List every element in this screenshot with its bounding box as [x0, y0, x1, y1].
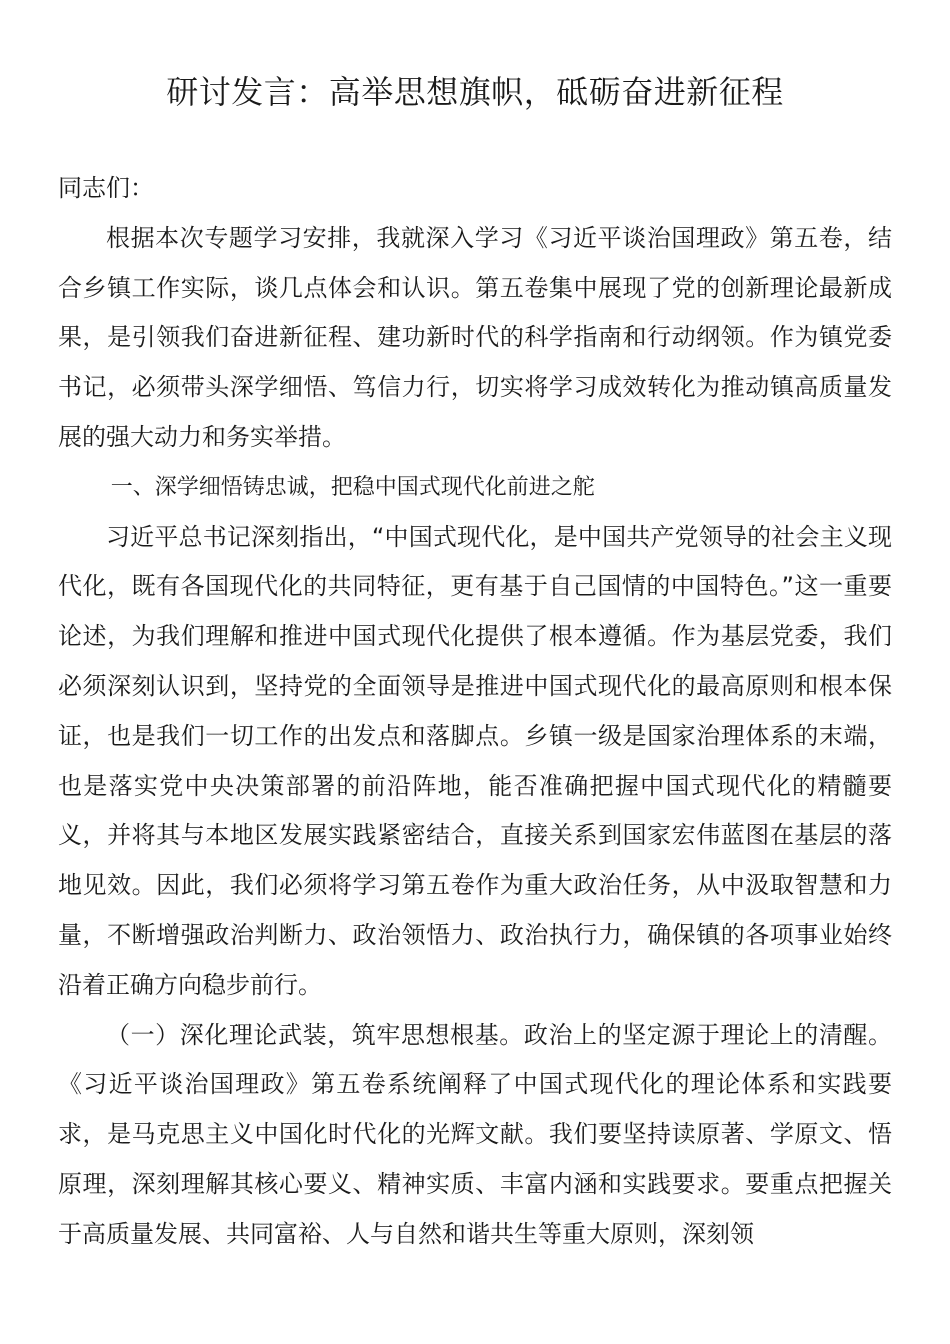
subsection-1-paragraph: （一）深化理论武装，筑牢思想根基。政治上的坚定源于理论上的清醒。《习近平谈治国理政》第五卷系统阐释了中国式现代化的理论体系和实践要求，是马克思主义中国化时代化的光辉文献。我们要坚持读原著、学原文、悟原理，深刻理解其核心要义、精神实质、丰富内涵和实践要求。要重点把握关于高质量发展、共同富裕、人与自然和谐共生等重大原则，深刻领 — [58, 1020, 892, 1248]
section-heading-1: 一、深学细悟铸忠诚，把稳中国式现代化前进之舵 — [110, 474, 595, 500]
salutation: 同志们： — [58, 174, 154, 202]
intro-paragraph: 根据本次专题学习安排，我就深入学习《习近平谈治国理政》第五卷，结合乡镇工作实际，谈几点体会和认识。第五卷集中展现了党的创新理论最新成果，是引领我们奋进新征程、建功新时代的科学指南和行动纲领。作为镇党委书记，必须带头深学细悟、笃信力行，切实将学习成效转化为推动镇高质量发展的强大动力和务实举措。 — [58, 223, 892, 451]
document-title: 研讨发言：高举思想旗帜，砥砺奋进新征程 — [166, 73, 784, 111]
section-1-paragraph: 习近平总书记深刻指出，“中国式现代化，是中国共产党领导的社会主义现代化，既有各国现代化的共同特征，更有基于自己国情的中国特色。”这一重要论述，为我们理解和推进中国式现代化提供了根本遵循。作为基层党委，我们必须深刻认识到，坚持党的全面领导是推进中国式现代化的最高原则和根本保证，也是我们一切工作的出发点和落脚点。乡镇一级是国家治理体系的末端，也是落实党中央决策部署的前沿阵地，能否准确把握中国式现代化的精髓要义，并将其与本地区发展实践紧密结合，直接关系到国家宏伟蓝图在基层的落地见效。因此，我们必须将学习第五卷作为重大政治任务，从中汲取智慧和力量，不断增强政治判断力、政治领悟力、政治执行力，确保镇的各项事业始终沿着正确方向稳步前行。 — [58, 522, 892, 999]
